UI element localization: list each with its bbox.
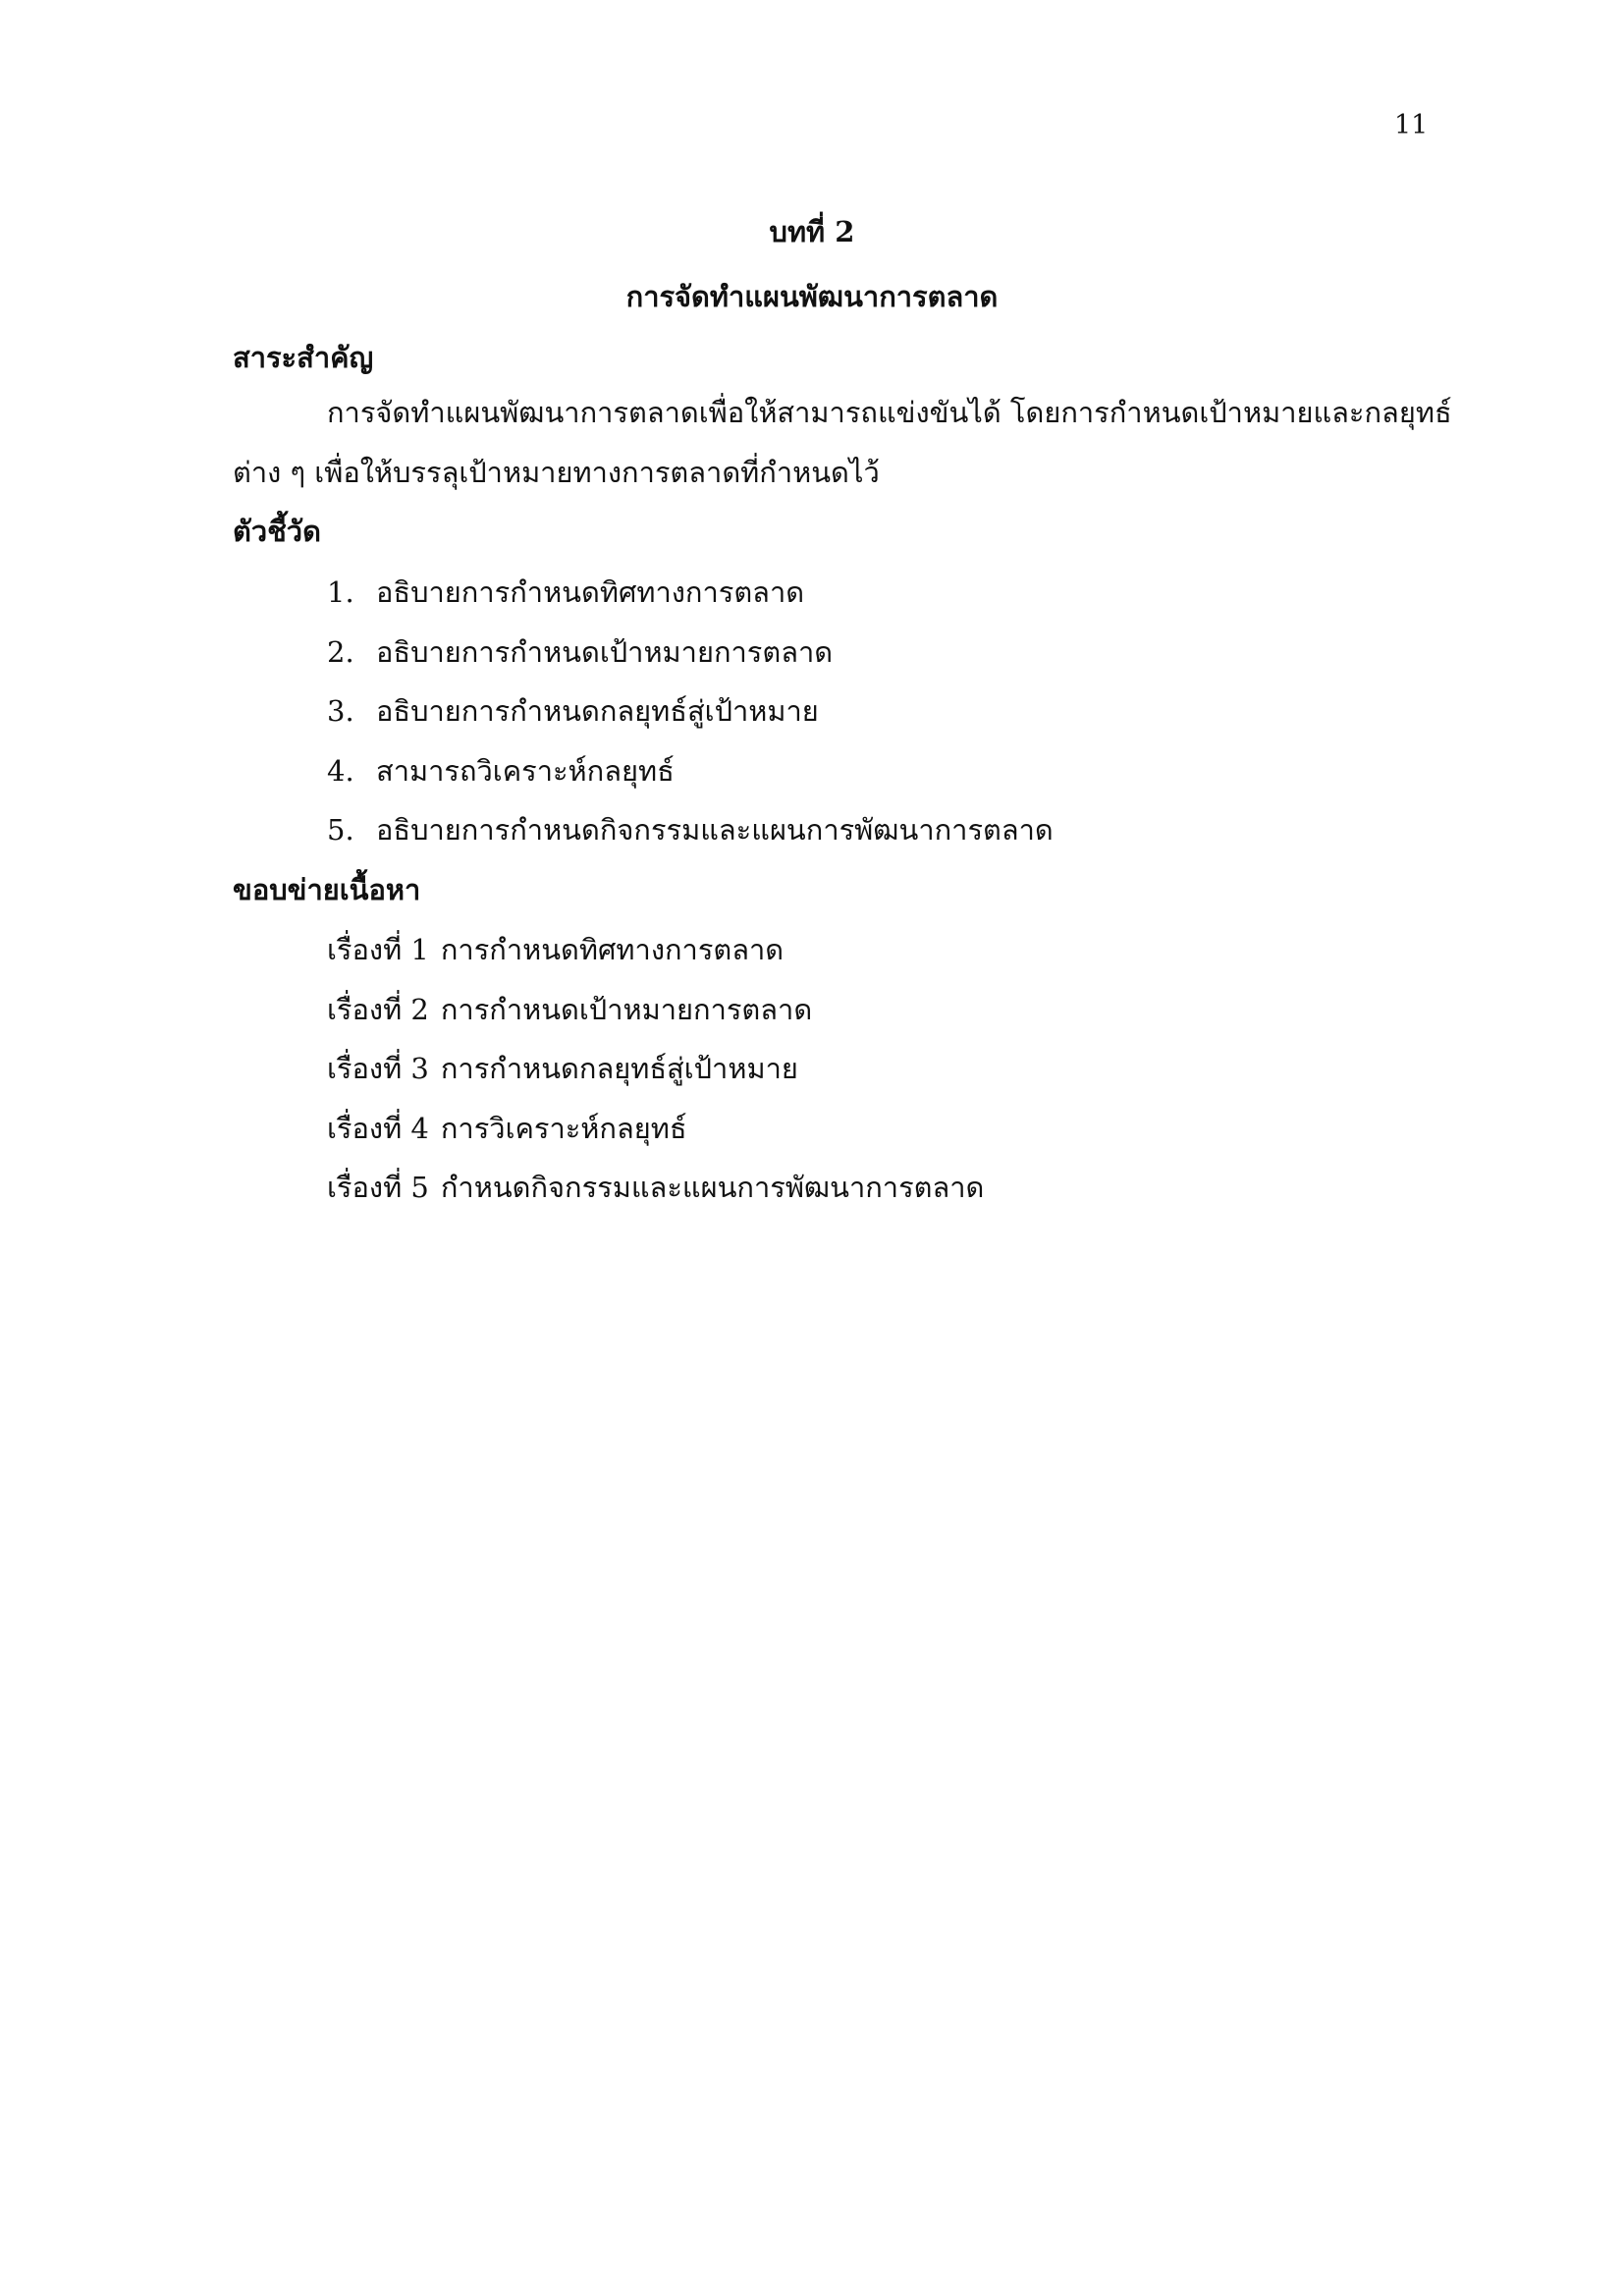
indicator-number: 4. bbox=[327, 754, 354, 788]
topic-text: การกำหนดทิศทางการตลาด bbox=[440, 933, 785, 966]
indicator-text: อธิบายการกำหนดทิศทางการตลาด bbox=[376, 575, 805, 609]
indicator-text: อธิบายการกำหนดกลยุทธ์สู่เป้าหมาย bbox=[376, 694, 819, 728]
topic-label: เรื่องที่ 2 bbox=[327, 993, 429, 1026]
indicator-number: 3. bbox=[327, 694, 354, 728]
topic-text: กำหนดกิจกรรมและแผนการพัฒนาการตลาด bbox=[440, 1171, 985, 1204]
summary-heading: สาระสำคัญ bbox=[233, 341, 374, 374]
topic-text: การกำหนดเป้าหมายการตลาด bbox=[440, 993, 813, 1026]
scope-topic bbox=[327, 1046, 798, 1091]
topic-text: การวิเคราะห์กลยุทธ์ bbox=[440, 1112, 687, 1145]
indicator-number: 2. bbox=[327, 635, 354, 669]
indicator-number: 5. bbox=[327, 813, 354, 847]
indicator-item bbox=[327, 629, 833, 675]
indicator-text: อธิบายการกำหนดกิจกรรมและแผนการพัฒนาการตลาด bbox=[376, 813, 1054, 847]
indicators-heading: ตัวชี้วัด bbox=[233, 515, 321, 548]
indicator-item bbox=[327, 570, 804, 615]
indicator-text: อธิบายการกำหนดเป้าหมายการตลาด bbox=[376, 635, 834, 669]
topic-label: เรื่องที่ 3 bbox=[327, 1052, 429, 1085]
indicator-item bbox=[327, 688, 819, 734]
summary-line-2: ต่าง ๆ เพื่อให้บรรลุเป้าหมายทางการตลาดที่กำหนดไว้ bbox=[233, 456, 880, 489]
indicator-item bbox=[327, 807, 1054, 852]
indicator-item bbox=[327, 748, 675, 793]
page-number: 11 bbox=[1394, 110, 1429, 140]
chapter-number: บทที่ 2 bbox=[769, 215, 855, 248]
scope-heading: ขอบข่ายเนื้อหา bbox=[233, 873, 421, 906]
scope-topic bbox=[327, 1106, 687, 1151]
chapter-title: การจัดทำแผนพัฒนาการตลาด bbox=[625, 280, 999, 313]
summary-line-1: การจัดทำแผนพัฒนาการตลาดเพื่อให้สามารถแข่งขันได้ โดยการกำหนดเป้าหมายและกลยุทธ์ bbox=[327, 396, 1452, 429]
scope-topic bbox=[327, 1165, 984, 1210]
indicator-number: 1. bbox=[327, 575, 354, 609]
topic-label: เรื่องที่ 4 bbox=[327, 1112, 429, 1145]
topic-label: เรื่องที่ 5 bbox=[327, 1171, 429, 1204]
indicator-text: สามารถวิเคราะห์กลยุทธ์ bbox=[376, 754, 675, 788]
scope-topic bbox=[327, 927, 784, 972]
topic-label: เรื่องที่ 1 bbox=[327, 933, 429, 966]
topic-text: การกำหนดกลยุทธ์สู่เป้าหมาย bbox=[440, 1052, 798, 1085]
scope-topic bbox=[327, 987, 812, 1032]
